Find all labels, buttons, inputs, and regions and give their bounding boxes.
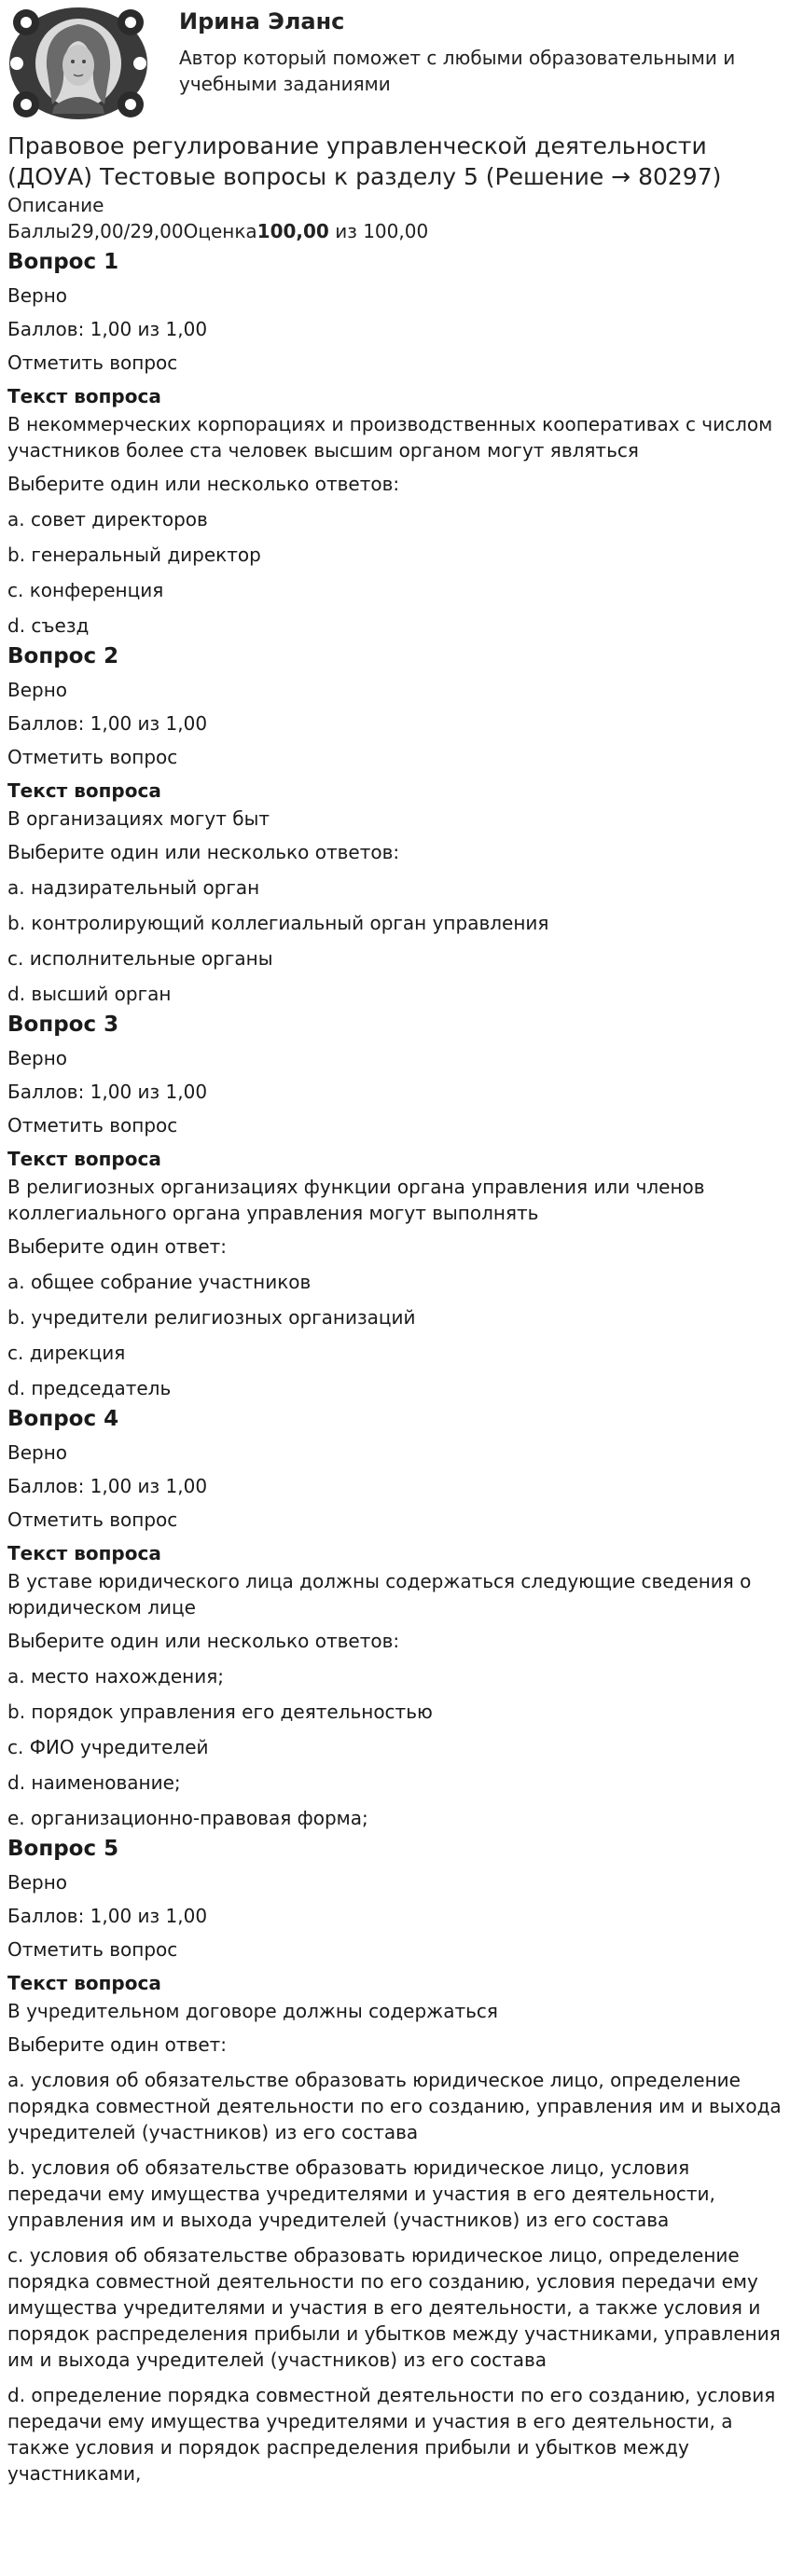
question-title: Вопрос 2 <box>7 644 119 668</box>
answer-option[interactable]: d. председатель <box>7 1377 172 1399</box>
question-block <box>7 642 783 1007</box>
question-title: Вопрос 1 <box>7 250 119 274</box>
answer-option[interactable]: b. условия об обязательстве образовать юридическое лицо, условия передачи ему имущества учредителями и участия в его деятельности, управления им и выхода учредителей (участников) из его состава <box>7 2156 715 2231</box>
film-reel-portrait-image <box>7 2 149 125</box>
author-description: Автор который поможет с любыми образовательными и учебными заданиями <box>179 47 736 95</box>
answer-prompt: Выберите один ответ: <box>7 2033 228 2056</box>
answer-option[interactable]: d. съезд <box>7 614 90 637</box>
answer-option[interactable]: d. определение порядка совместной деятельности по его созданию, условия передачи ему имущества учредителями и участия в его деятельности, а также условия и порядок распределения прибыли и убытков между участниками, <box>7 2384 776 2485</box>
question-title: Вопрос 5 <box>7 1837 119 1861</box>
answer-option[interactable]: b. генеральный директор <box>7 544 261 566</box>
question-points: Баллов: 1,00 из 1,00 <box>7 1081 208 1103</box>
answer-prompt: Выберите один или несколько ответов: <box>7 473 400 495</box>
answer-option[interactable]: b. контролирующий коллегиальный орган управления <box>7 912 549 934</box>
question-points: Баллов: 1,00 из 1,00 <box>7 1905 208 1927</box>
question-status: Верно <box>7 1047 68 1069</box>
test-title: Правовое регулирование управленческой деятельности (ДОУА) Тестовые вопросы к разделу 5 (Решение → 80297) <box>7 132 722 190</box>
author-name: Ирина Эланс <box>179 8 345 34</box>
question-points: Баллов: 1,00 из 1,00 <box>7 1475 208 1497</box>
answer-prompt: Выберите один или несколько ответов: <box>7 841 400 863</box>
answer-option[interactable]: a. условия об обязательстве образовать юридическое лицо, определение порядка совместной деятельности по его созданию, управления им и выхода учредителей (участников) из его состава <box>7 2069 782 2143</box>
question-text: В организациях могут быт <box>7 807 270 830</box>
question-block <box>7 1011 783 1401</box>
answer-option[interactable]: c. конференция <box>7 579 164 601</box>
author-avatar <box>7 2 149 123</box>
question-points: Баллов: 1,00 из 1,00 <box>7 712 208 735</box>
answer-option[interactable]: e. организационно-правовая форма; <box>7 1807 368 1829</box>
flag-question-link[interactable]: Отметить вопрос <box>7 746 178 768</box>
score-suffix: из 100,00 <box>328 220 429 242</box>
score-grade: 100,00 <box>256 220 329 242</box>
answer-option[interactable]: b. учредители религиозных организаций <box>7 1306 416 1329</box>
question-text-heading: Текст вопроса <box>7 1542 161 1564</box>
author-header <box>7 0 783 131</box>
flag-question-link[interactable]: Отметить вопрос <box>7 1508 178 1531</box>
answer-option[interactable]: d. высший орган <box>7 983 172 1005</box>
question-text: В религиозных организациях функции органа управления или членов коллегиального органа управления могут выполнять <box>7 1176 705 1224</box>
question-block <box>7 248 783 639</box>
answer-option[interactable]: b. порядок управления его деятельностью <box>7 1701 433 1723</box>
question-status: Верно <box>7 1871 68 1894</box>
score-line <box>7 218 783 244</box>
answer-option[interactable]: c. условия об обязательстве образовать юридическое лицо, определение порядка совместной деятельности по его созданию, условия передачи ему имущества учредителями и участия в его деятельности, а также условия и порядок распределения прибыли и убытков между участниками, управления им и выхода учредителей (участников) из его состава <box>7 2244 781 2371</box>
question-text-heading: Текст вопроса <box>7 1972 161 1994</box>
answer-option[interactable]: d. наименование; <box>7 1771 181 1794</box>
score-prefix: Баллы29,00/29,00Оценка <box>7 220 257 242</box>
question-text-heading: Текст вопроса <box>7 385 161 407</box>
question-block <box>7 1835 783 2486</box>
flag-question-link[interactable]: Отметить вопрос <box>7 1114 178 1136</box>
question-text-heading: Текст вопроса <box>7 779 161 802</box>
answer-option[interactable]: c. ФИО учредителей <box>7 1736 209 1758</box>
question-title: Вопрос 3 <box>7 1012 119 1037</box>
answer-option[interactable]: c. исполнительные органы <box>7 947 273 970</box>
answer-prompt: Выберите один или несколько ответов: <box>7 1630 400 1652</box>
question-text-heading: Текст вопроса <box>7 1148 161 1170</box>
question-text: В уставе юридического лица должны содержаться следующие сведения о юридическом лице <box>7 1570 752 1619</box>
flag-question-link[interactable]: Отметить вопрос <box>7 1938 178 1961</box>
answer-option[interactable]: a. совет директоров <box>7 508 208 530</box>
answer-option[interactable]: c. дирекция <box>7 1342 126 1364</box>
question-text: В некоммерческих корпорациях и производственных кооперативах с числом участников более ста человек высшим органом могут являться <box>7 413 773 461</box>
question-status: Верно <box>7 284 68 307</box>
answer-option[interactable]: a. общее собрание участников <box>7 1271 312 1293</box>
question-text: В учредительном договоре должны содержаться <box>7 2000 498 2022</box>
answer-option[interactable]: a. место нахождения; <box>7 1665 225 1687</box>
answer-prompt: Выберите один ответ: <box>7 1235 228 1258</box>
question-status: Верно <box>7 1441 68 1464</box>
question-status: Верно <box>7 679 68 701</box>
question-block <box>7 1405 783 1831</box>
flag-question-link[interactable]: Отметить вопрос <box>7 351 178 374</box>
answer-option[interactable]: a. надзирательный орган <box>7 876 260 899</box>
description-label: Описание <box>7 194 104 216</box>
question-points: Баллов: 1,00 из 1,00 <box>7 318 208 340</box>
questions-list <box>7 248 783 2486</box>
question-title: Вопрос 4 <box>7 1407 119 1431</box>
author-info <box>179 7 757 97</box>
